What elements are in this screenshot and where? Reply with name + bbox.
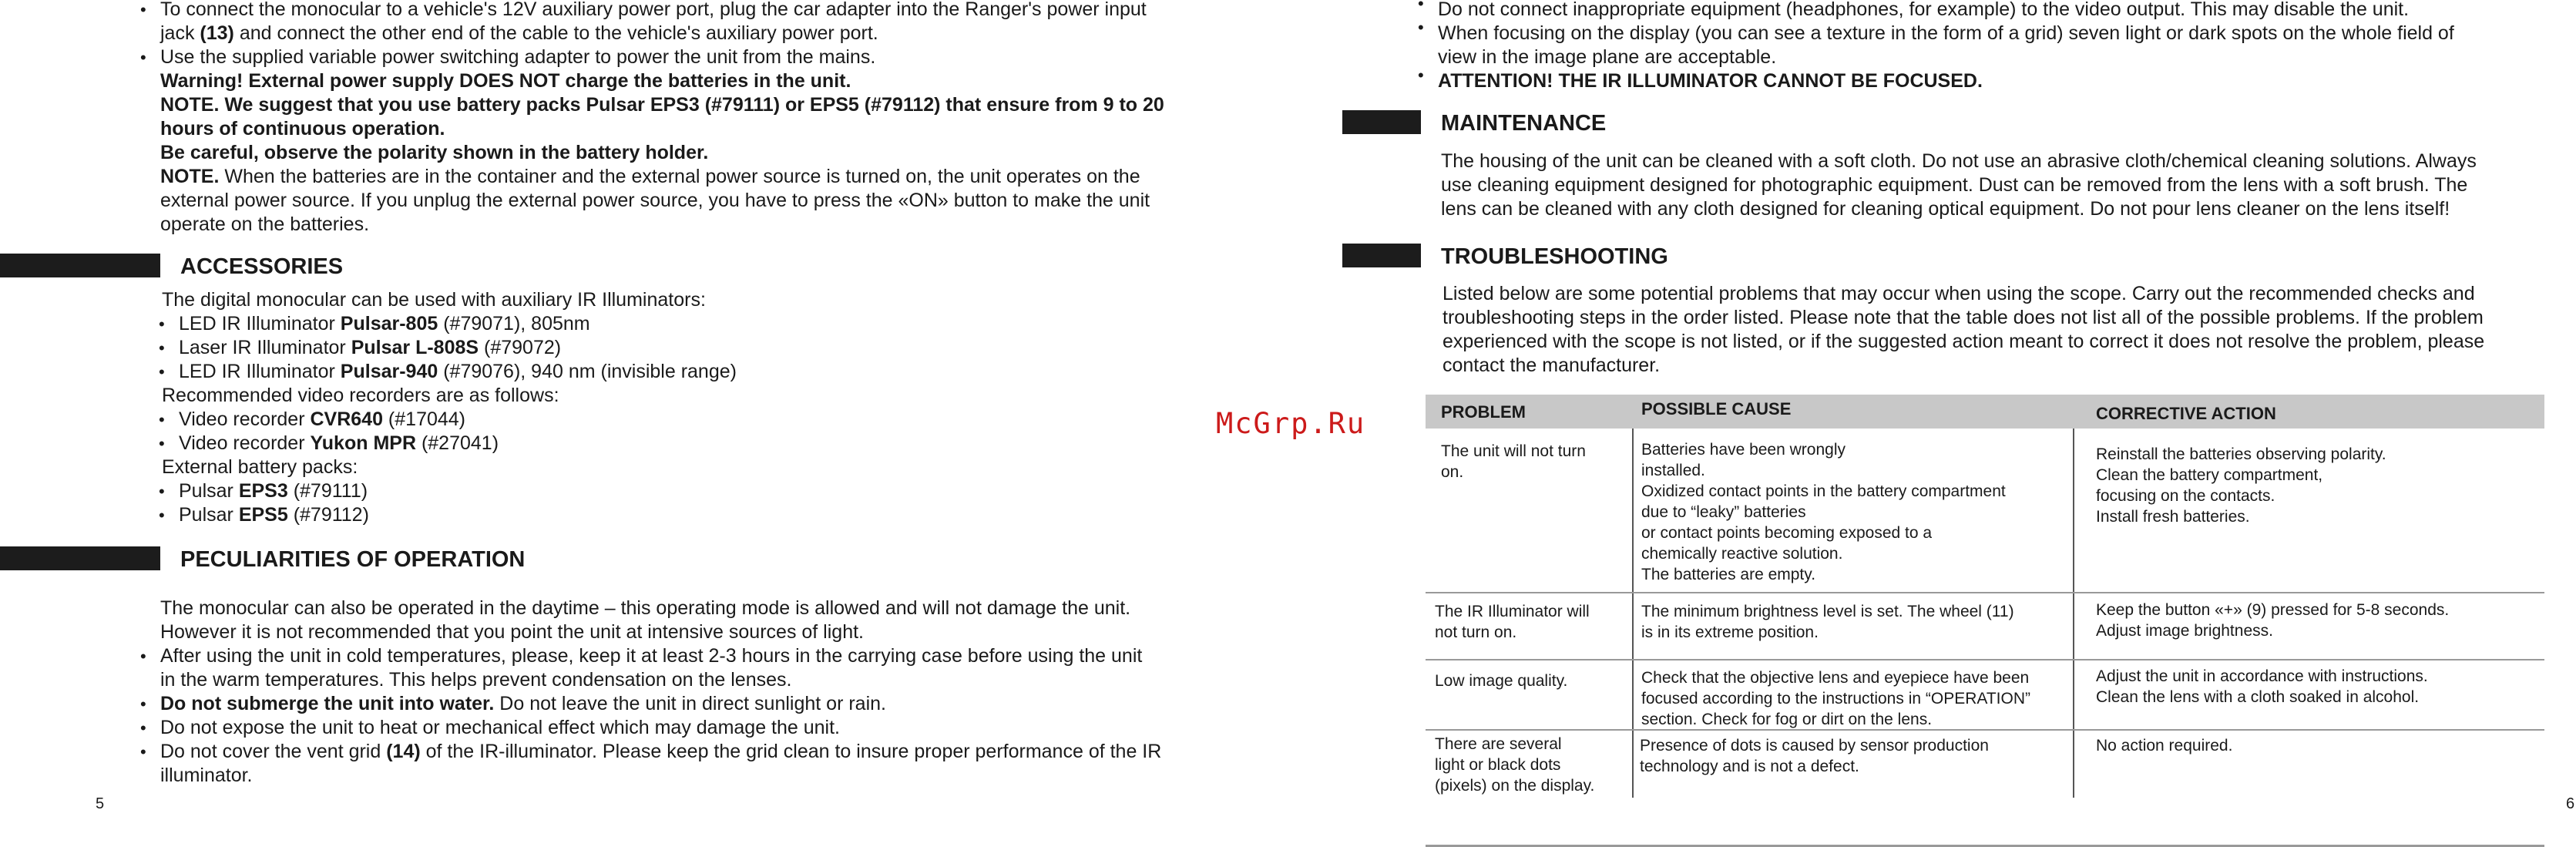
- list-item: • Pulsar EPS5 (#79112): [159, 504, 369, 526]
- bullet-icon: •: [1418, 0, 1424, 13]
- bullet-icon: •: [140, 0, 146, 19]
- paragraph-line: The monocular can also be operated in the daytime – this operating mode is allowed and will not damage the unit.: [160, 597, 1131, 619]
- section-heading: TROUBLESHOOTING: [1441, 244, 1668, 269]
- paragraph-line: in the warm temperatures. This helps prevent condensation on the lenses.: [160, 669, 792, 691]
- cell-cause: Batteries have been wrongly installed. Oxidized contact points in the battery compartment due to “leaky” batteries or contact points becoming exposed to a chemically reactive solution. The batteries are empty.: [1641, 441, 2006, 583]
- bullet-icon: •: [140, 742, 146, 761]
- cell-cause: Check that the objective lens and eyepiece have been focused according to the instructions in “OPERATION” section. Check for fog or dirt on the lens.: [1641, 669, 2030, 728]
- bullet-icon: •: [159, 338, 165, 358]
- list-item: • When focusing on the display (you can see a texture in the form of a grid) seven light or dark spots on the whole field of: [1438, 22, 2454, 45]
- list-item: • Do not expose the unit to heat or mechanical effect which may damage the unit.: [140, 717, 841, 738]
- bullet-icon: •: [140, 48, 146, 67]
- list-item: • LED IR Illuminator Pulsar-940 (#79076), 940 nm (invisible range): [159, 361, 737, 382]
- paragraph-line: The housing of the unit can be cleaned with a soft cloth. Do not use an abrasive cloth/chemical cleaning solutions. Always: [1441, 150, 2477, 172]
- watermark-text: McGrp.Ru: [1216, 407, 1366, 440]
- list-item: • Laser IR Illuminator Pulsar L-808S (#79072): [159, 337, 562, 358]
- bullet-icon: •: [140, 694, 146, 714]
- section-bar: [1342, 244, 1421, 267]
- list-item: • LED IR Illuminator Pulsar-805 (#79071), 805nm: [159, 313, 590, 334]
- paragraph-line: Listed below are some potential problems that may occur when using the scope. Carry out the recommended checks and: [1442, 283, 2475, 304]
- section-bar: [1342, 110, 1421, 134]
- bullet-icon: •: [159, 482, 165, 501]
- list-item: • Use the supplied variable power switching adapter to power the unit from the mains.: [140, 46, 876, 68]
- polarity-text: Be careful, observe the polarity shown in the battery holder.: [160, 142, 709, 163]
- cell-action: No action required.: [2096, 737, 2233, 755]
- bullet-icon: •: [159, 314, 165, 334]
- cell-action: Adjust the unit in accordance with instructions. Clean the lens with a cloth soaked in alcohol.: [2096, 667, 2428, 706]
- left-page: [0, 0, 1287, 845]
- paragraph-line: operate on the batteries.: [160, 213, 370, 235]
- paragraph-line: Recommended video recorders are as follows:: [162, 385, 559, 406]
- cell-problem: The unit will not turn on.: [1441, 442, 1586, 481]
- paragraph-line: However it is not recommended that you point the unit at intensive sources of light.: [160, 621, 864, 643]
- header-action: CORRECTIVE ACTION: [2096, 404, 2276, 423]
- section-bar: [0, 254, 160, 277]
- column-divider: [2073, 429, 2074, 798]
- row-divider: [1426, 659, 2544, 660]
- list-item: • Do not connect inappropriate equipment (headphones, for example) to the video output. This may disable the unit.: [1438, 0, 2409, 22]
- list-item: • Pulsar EPS3 (#79111): [159, 480, 368, 502]
- bullet-icon: •: [140, 718, 146, 738]
- list-item: • After using the unit in cold temperatures, please, keep it at least 2-3 hours in the carrying case before using the unit: [140, 645, 1143, 667]
- list-item: • Video recorder CVR640 (#17044): [159, 408, 466, 430]
- paragraph-line: external power source. If you unplug the external power source, you have to press the «ON» button to make the unit: [160, 190, 1150, 211]
- section-bar: [0, 546, 160, 570]
- paragraph-line: view in the image plane are acceptable.: [1438, 46, 1777, 68]
- cell-cause: The minimum brightness level is set. The wheel (11) is in its extreme position.: [1641, 603, 2014, 641]
- cell-problem: Low image quality.: [1435, 672, 1568, 690]
- note-text: NOTE. When the batteries are in the container and the external power source is turned on, the unit operates on the: [160, 166, 1140, 187]
- note-text: hours of continuous operation.: [160, 118, 445, 139]
- bullet-icon: •: [1418, 66, 1424, 85]
- header-cause: POSSIBLE CAUSE: [1641, 399, 1792, 418]
- list-item: • Video recorder Yukon MPR (#27041): [159, 432, 499, 454]
- bullet-icon: •: [140, 647, 146, 666]
- list-item: • Do not cover the vent grid (14) of the IR-illuminator. Please keep the grid clean to insure proper performance of the IR: [140, 741, 1162, 762]
- paragraph-line: troubleshooting steps in the order listed. Please note that the table does not list all of the possible problems. If the problem: [1442, 307, 2484, 328]
- page-number: 5: [96, 795, 105, 812]
- bullet-icon: •: [159, 434, 165, 453]
- header-problem: PROBLEM: [1441, 402, 1526, 422]
- list-item: • Do not submerge the unit into water. Do not leave the unit in direct sunlight or rain.: [140, 693, 886, 714]
- list-item: • ATTENTION! THE IR ILLUMINATOR CANNOT BE FOCUSED.: [1438, 69, 1983, 93]
- warning-text: Warning! External power supply DOES NOT charge the batteries in the unit.: [160, 70, 851, 92]
- bullet-icon: •: [159, 410, 165, 429]
- section-heading: PECULIARITIES OF OPERATION: [180, 547, 526, 572]
- bullet-icon: •: [1418, 18, 1424, 37]
- bullet-icon: •: [159, 362, 165, 381]
- paragraph-line: illuminator.: [160, 765, 253, 786]
- cell-problem: There are several light or black dots (pixels) on the display.: [1435, 735, 1595, 795]
- paragraph-line: contact the manufacturer.: [1442, 355, 1661, 376]
- paragraph-line: lens can be cleaned with any cloth designed for cleaning optical equipment. Do not pour lens cleaner on the lens itself!: [1441, 198, 2450, 220]
- paragraph-line: use cleaning equipment designed for photographic equipment. Dust can be removed from the lens with a soft brush. The: [1441, 174, 2468, 196]
- paragraph-line: experienced with the scope is not listed, or if the suggested action meant to correct it does not resolve the problem, please: [1442, 331, 2485, 352]
- bullet-icon: •: [159, 506, 165, 525]
- column-divider: [1632, 429, 1634, 798]
- page-number: 6: [2566, 795, 2575, 812]
- row-divider: [1426, 592, 2544, 593]
- section-heading: MAINTENANCE: [1441, 111, 1607, 136]
- note-text: NOTE. We suggest that you use battery packs Pulsar EPS3 (#79111) or EPS5 (#79112) that ensure from 9 to 20: [160, 94, 1164, 116]
- list-item: • To connect the monocular to a vehicle's 12V auxiliary power port, plug the car adapter into the Ranger's power input: [160, 0, 1147, 22]
- section-heading: ACCESSORIES: [180, 254, 344, 279]
- cell-action: Reinstall the batteries observing polarity. Clean the battery compartment, focusing on the contacts. Install fresh batteries.: [2096, 445, 2386, 526]
- cell-problem: The IR Illuminator will not turn on.: [1435, 603, 1590, 641]
- troubleshooting-table: [1426, 395, 2544, 798]
- cell-cause: Presence of dots is caused by sensor production technology and is not a defect.: [1640, 737, 1989, 775]
- cell-action: Keep the button «+» (9) pressed for 5-8 seconds. Adjust image brightness.: [2096, 601, 2450, 640]
- paragraph-line: The digital monocular can be used with auxiliary IR Illuminators:: [162, 289, 706, 311]
- paragraph-line: External battery packs:: [162, 456, 358, 478]
- paragraph-line: jack (13) and connect the other end of the cable to the vehicle's auxiliary power port.: [160, 22, 878, 44]
- table-header: [1426, 395, 2544, 429]
